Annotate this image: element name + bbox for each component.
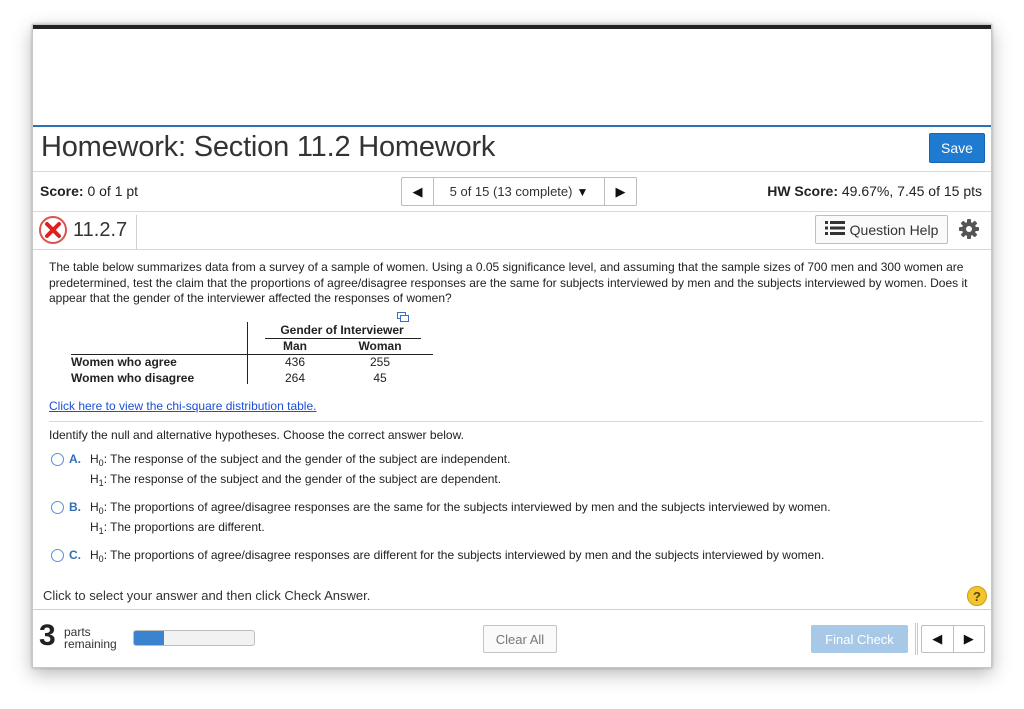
gear-icon[interactable] — [957, 217, 981, 241]
table-cell: 45 — [373, 371, 387, 385]
question-progress-label: 5 of 15 (13 complete) — [449, 184, 573, 199]
option-letter: C. — [69, 548, 81, 562]
answer-option-c[interactable] — [49, 548, 949, 566]
question-text: The table below summarizes data from a survey of a sample of women. Using a 0.05 significance level, and assuming that the sample sizes of 700 men and 300 women are predetermined, test the claim that the proportions of agree/disagree responses are the same for subjects interviewed by men and the subjects interviewed by women. Does it appear that the gender of the interviewer affected the responses of women? — [49, 260, 968, 305]
radio-button[interactable] — [51, 549, 64, 562]
option-h0-text: The response of the subject and the gender of the subject are independent. — [110, 452, 511, 466]
table-col-woman: Woman — [358, 339, 402, 353]
chi-square-table-link[interactable]: Click here to view the chi-square distribution table. — [49, 399, 317, 413]
score-value: 0 of 1 pt — [87, 183, 139, 199]
table-row-label-disagree: Women who disagree — [71, 371, 195, 385]
parts-remaining-label — [64, 626, 117, 650]
prev-question-button[interactable] — [402, 178, 434, 205]
triangle-right-icon: ▶ — [615, 183, 626, 199]
help-question-icon[interactable]: ? — [967, 586, 987, 606]
next-part-button[interactable] — [954, 626, 985, 652]
incorrect-x-icon — [39, 216, 67, 244]
table-col-man: Man — [283, 339, 307, 353]
option-h0-line: $H_0$: The proportions of agree/disagree responses are different for the subjects interviewed by men and the subjects interviewed by women. — [90, 548, 825, 564]
prev-part-button[interactable] — [922, 626, 954, 652]
remaining-word: remaining — [64, 637, 117, 651]
part-pager — [921, 625, 985, 653]
divider — [33, 609, 992, 610]
triangle-right-icon: ▶ — [963, 631, 974, 646]
divider — [915, 623, 916, 655]
triangle-left-icon: ◀ — [932, 631, 943, 646]
question-help-button[interactable] — [815, 215, 948, 244]
option-h0-line: $H_0$: The proportions of agree/disagree responses are the same for the subjects interviewed by men and the subjects interviewed by women. — [90, 500, 831, 516]
score-readout — [40, 183, 138, 199]
question-number: 11.2.7 — [73, 219, 128, 241]
table-row-label-agree: Women who agree — [71, 355, 177, 369]
radio-button[interactable] — [51, 501, 64, 514]
divider — [917, 623, 918, 655]
score-label: Score: — [40, 183, 84, 199]
copy-table-icon[interactable] — [397, 309, 409, 319]
option-h0-text: The proportions of agree/disagree responses are different for the subjects interviewed by men and the subjects interviewed by women. — [110, 548, 825, 562]
hw-score-label: HW Score: — [767, 183, 838, 199]
option-h1-text: The proportions are different. — [110, 520, 265, 534]
parts-progress-bar — [133, 630, 255, 646]
header-divider — [33, 125, 992, 127]
table-cell: 255 — [369, 355, 391, 369]
table-group-header: Gender of Interviewer — [280, 323, 404, 337]
caret-down-icon: ▼ — [576, 184, 589, 199]
hw-score-readout — [767, 183, 982, 199]
option-h0-line: $H_0$: The response of the subject and the gender of the subject are independent. — [90, 452, 511, 468]
divider — [136, 215, 137, 249]
question-help-label: Question Help — [849, 221, 939, 238]
option-h0-text: The proportions of agree/disagree responses are the same for the subjects interviewed by men and the subjects interviewed by women. — [110, 500, 831, 514]
triangle-left-icon: ◀ — [412, 183, 423, 199]
option-letter: B. — [69, 500, 81, 514]
answer-option-b[interactable] — [49, 500, 949, 536]
divider — [49, 421, 983, 422]
table-cell: 264 — [284, 371, 306, 385]
radio-button[interactable] — [51, 453, 64, 466]
divider — [33, 249, 992, 250]
next-question-button[interactable] — [604, 178, 636, 205]
homework-window — [32, 24, 992, 668]
table-vertical-rule — [247, 322, 248, 384]
option-h1-line: $H_1$: The response of the subject and the gender of the subject are dependent. — [90, 472, 502, 488]
list-icon — [825, 221, 845, 238]
clear-all-button[interactable]: Clear All — [483, 625, 557, 653]
answer-option-a[interactable] — [49, 452, 949, 488]
header-blank-area — [33, 29, 992, 125]
table-cell: 436 — [284, 355, 306, 369]
question-prompt: Identify the null and alternative hypotheses. Choose the correct answer below. — [49, 428, 464, 442]
instruction-text: Click to select your answer and then click Check Answer. — [43, 588, 371, 603]
question-navigator — [401, 177, 637, 206]
parts-word: parts — [64, 625, 91, 639]
option-h1-text: The response of the subject and the gender of the subject are dependent. — [110, 472, 502, 486]
parts-remaining-count: 3 — [39, 619, 56, 652]
question-select-dropdown[interactable] — [434, 178, 604, 205]
option-letter: A. — [69, 452, 81, 466]
divider — [33, 171, 992, 172]
hw-score-value: 49.67%, 7.45 of 15 pts — [841, 183, 982, 199]
final-check-button[interactable]: Final Check — [811, 625, 908, 653]
divider — [33, 211, 992, 212]
progress-fill — [134, 631, 164, 645]
page-title: Homework: Section 11.2 Homework — [41, 131, 496, 163]
option-h1-line: $H_1$: The proportions are different. — [90, 520, 265, 536]
save-button[interactable]: Save — [929, 133, 985, 163]
